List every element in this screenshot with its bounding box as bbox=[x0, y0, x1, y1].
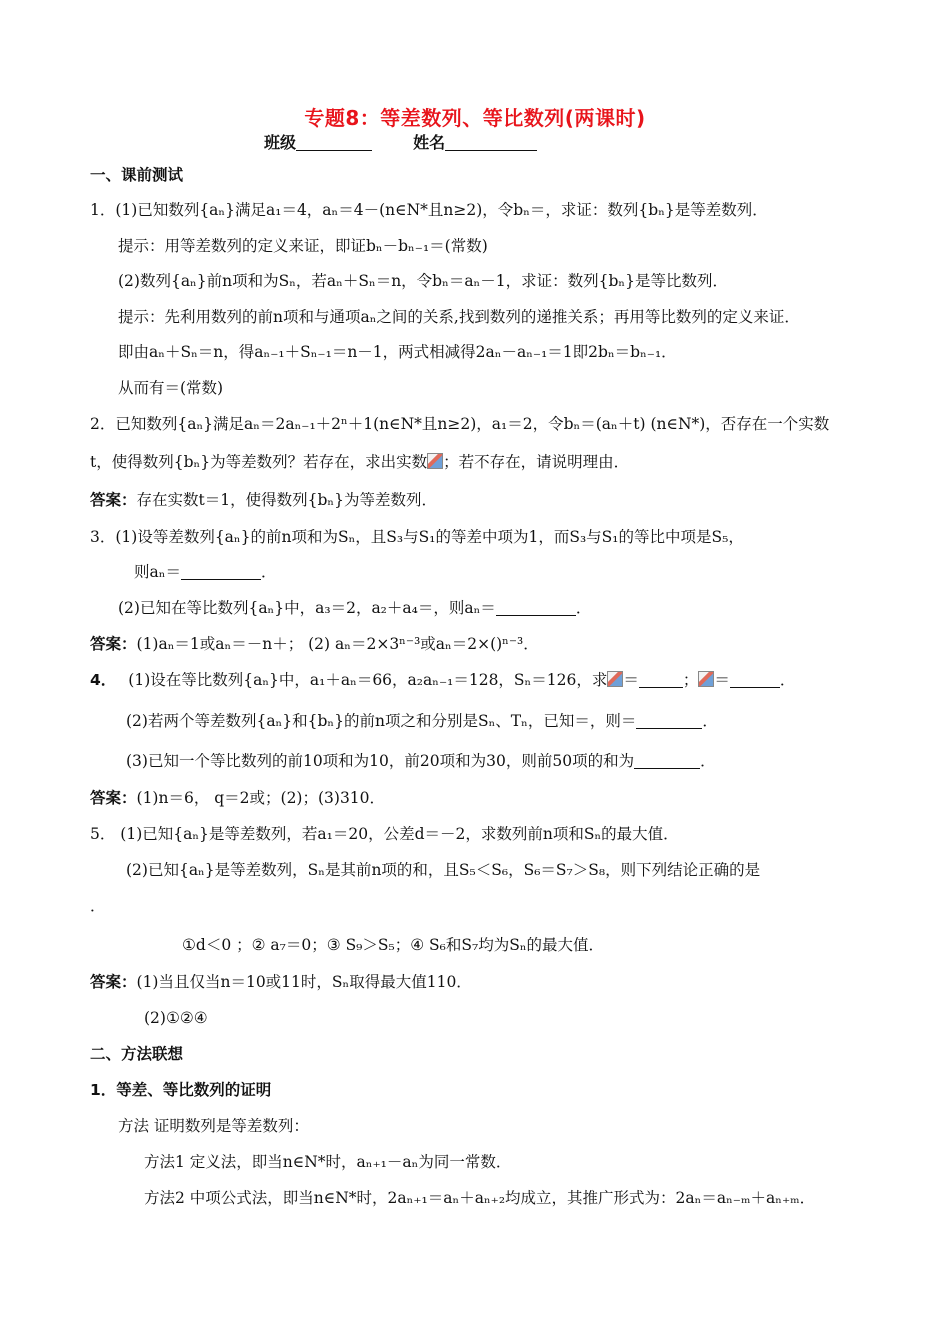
answer-2-text: 存在实数t＝1，使得数列{bₙ}为等差数列． bbox=[136, 491, 437, 509]
question-3-text: 则aₙ＝ bbox=[134, 563, 181, 581]
period: ． bbox=[575, 599, 592, 617]
answer-5-part-1 bbox=[90, 972, 472, 992]
question-4-part-2 bbox=[126, 711, 718, 731]
semicolon: ； bbox=[682, 671, 699, 689]
answer-5-text: (1)当且仅当n＝10或11时，Sₙ取得最大值110． bbox=[136, 973, 472, 991]
subheading-proof: 1．等差、等比数列的证明 bbox=[90, 1081, 272, 1099]
name-blank bbox=[445, 134, 537, 151]
question-4-text: (1)设在等比数列{aₙ}中，a₁＋aₙ＝66，a₂aₙ₋₁＝128，Sₙ＝126，求 bbox=[128, 671, 608, 689]
question-4-part-2-text: (2)若两个等差数列{aₙ}和{bₙ}的前n项之和分别是Sₙ、Tₙ，已知＝，则＝ bbox=[126, 712, 637, 730]
question-5-options: ①d＜0 ；② a₇＝0；③ S₉＞S₅；④ S₆和S₇均为Sₙ的最大值． bbox=[182, 936, 605, 954]
period: ． bbox=[700, 752, 716, 770]
answer-blank bbox=[496, 599, 576, 616]
page-title: 专题8：等差数列、等比数列(两课时) bbox=[304, 106, 646, 130]
method-1: 方法1 定义法，即当n∈N*时，aₙ₊₁－aₙ为同一常数． bbox=[144, 1153, 512, 1171]
question-3-part-1-blank-line bbox=[134, 562, 276, 582]
answer-blank bbox=[634, 752, 700, 769]
period: ． bbox=[260, 563, 277, 581]
class-name-line bbox=[264, 130, 537, 153]
answer-4-text: (1)n＝6， q＝2或；(2)；(3)310． bbox=[136, 789, 386, 807]
question-5-part-2-end: ． bbox=[90, 897, 106, 915]
answer-label: 答案： bbox=[90, 789, 137, 807]
question-number: 4． bbox=[90, 671, 117, 689]
section-heading-methods: 二、方法联想 bbox=[90, 1045, 184, 1063]
answer-label: 答案： bbox=[90, 973, 137, 991]
period: ． bbox=[702, 712, 718, 730]
question-5-part-1: 5． (1)已知{aₙ}是等差数列，若a₁＝20，公差d＝－2，求数列前n项和Sₙ的最大值． bbox=[90, 825, 679, 843]
hint-1-2: 提示：先利用数列的前n项和与通项aₙ之间的关系,找到数列的递推关系；再用等比数列的定义来证． bbox=[118, 308, 800, 326]
question-4-part-3 bbox=[126, 751, 716, 771]
question-1-part-1: 1．(1)已知数列{aₙ}满足a₁＝4，aₙ＝4－(n∈N*且n≥2)，令bₙ＝，求证：数列{bₙ}是等差数列． bbox=[90, 201, 768, 219]
answer-4 bbox=[90, 788, 385, 808]
hint-1-2-derivation: 即由aₙ＋Sₙ＝n，得aₙ₋₁＋Sₙ₋₁＝n－1，两式相减得2aₙ－aₙ₋₁＝1即2bₙ＝bₙ₋₁． bbox=[118, 343, 677, 361]
hint-1-2-conclusion: 从而有＝(常数) bbox=[118, 379, 224, 397]
question-2-text-b: ；若不存在，请说明理由． bbox=[443, 453, 630, 471]
class-blank bbox=[296, 134, 372, 151]
question-5-part-2: (2)已知{aₙ}是等差数列，Sₙ是其前n项的和，且S₅＜S₆，S₆＝S₇＞S₈，则下列结论正确的是 bbox=[126, 861, 761, 879]
answer-blank bbox=[639, 671, 683, 688]
method-intro: 方法 证明数列是等差数列： bbox=[118, 1117, 309, 1135]
section-heading-pretest: 一、课前测试 bbox=[90, 166, 184, 184]
method-2: 方法2 中项公式法，即当n∈N*时，2aₙ₊₁＝aₙ＋aₙ₊₂均成立，其推广形式为：2aₙ＝aₙ₋ₘ＋aₙ₊ₘ． bbox=[144, 1189, 816, 1207]
broken-image-icon bbox=[427, 453, 443, 469]
equals: ＝ bbox=[714, 671, 730, 689]
class-label: 班级 bbox=[264, 133, 297, 152]
question-4-part-1 bbox=[90, 670, 795, 690]
question-4-part-3-text: (3)已知一个等比数列的前10项和为10，前20项和为30，则前50项的和为 bbox=[126, 752, 635, 770]
answer-blank bbox=[730, 671, 780, 688]
hint-1-1: 提示：用等差数列的定义来证，即证bₙ－bₙ₋₁＝(常数) bbox=[118, 237, 488, 255]
question-3-part-2-text: (2)已知在等比数列{aₙ}中，a₃＝2，a₂＋a₄＝，则aₙ＝ bbox=[118, 599, 496, 617]
answer-label: 答案： bbox=[90, 635, 137, 653]
broken-image-icon bbox=[607, 671, 623, 687]
answer-2 bbox=[90, 490, 437, 510]
answer-5-part-2: (2)①②④ bbox=[144, 1009, 208, 1027]
answer-blank bbox=[181, 563, 261, 580]
question-3-part-1: 3．(1)设等差数列{aₙ}的前n项和为Sₙ，且S₃与S₁的等差中项为1，而S₃与S₁的等比中项是S₅， bbox=[90, 528, 744, 546]
broken-image-icon bbox=[698, 671, 714, 687]
equals: ＝ bbox=[623, 671, 639, 689]
question-1-part-2: (2)数列{aₙ}前n项和为Sₙ，若aₙ＋Sₙ＝n，令bₙ＝aₙ－1，求证：数列{bₙ}是等比数列． bbox=[118, 272, 728, 290]
answer-label: 答案： bbox=[90, 491, 137, 509]
period: ． bbox=[779, 671, 796, 689]
question-2-line-1: 2．已知数列{aₙ}满足aₙ＝2aₙ₋₁＋2ⁿ＋1(n∈N*且n≥2)，a₁＝2，令bₙ＝(aₙ＋t) (n∈N*)，否存在一个实数 bbox=[90, 415, 830, 433]
answer-blank bbox=[636, 712, 702, 729]
answer-3-text: (1)aₙ＝1或aₙ＝－n＋； (2) aₙ＝2×3ⁿ⁻³或aₙ＝2×()ⁿ⁻³． bbox=[136, 635, 539, 653]
question-2-line-2 bbox=[90, 452, 629, 472]
question-2-text-a: t，使得数列{bₙ}为等差数列？若存在，求出实数 bbox=[90, 453, 428, 471]
question-3-part-2 bbox=[118, 598, 591, 618]
name-label: 姓名 bbox=[413, 133, 446, 152]
answer-3 bbox=[90, 634, 539, 654]
